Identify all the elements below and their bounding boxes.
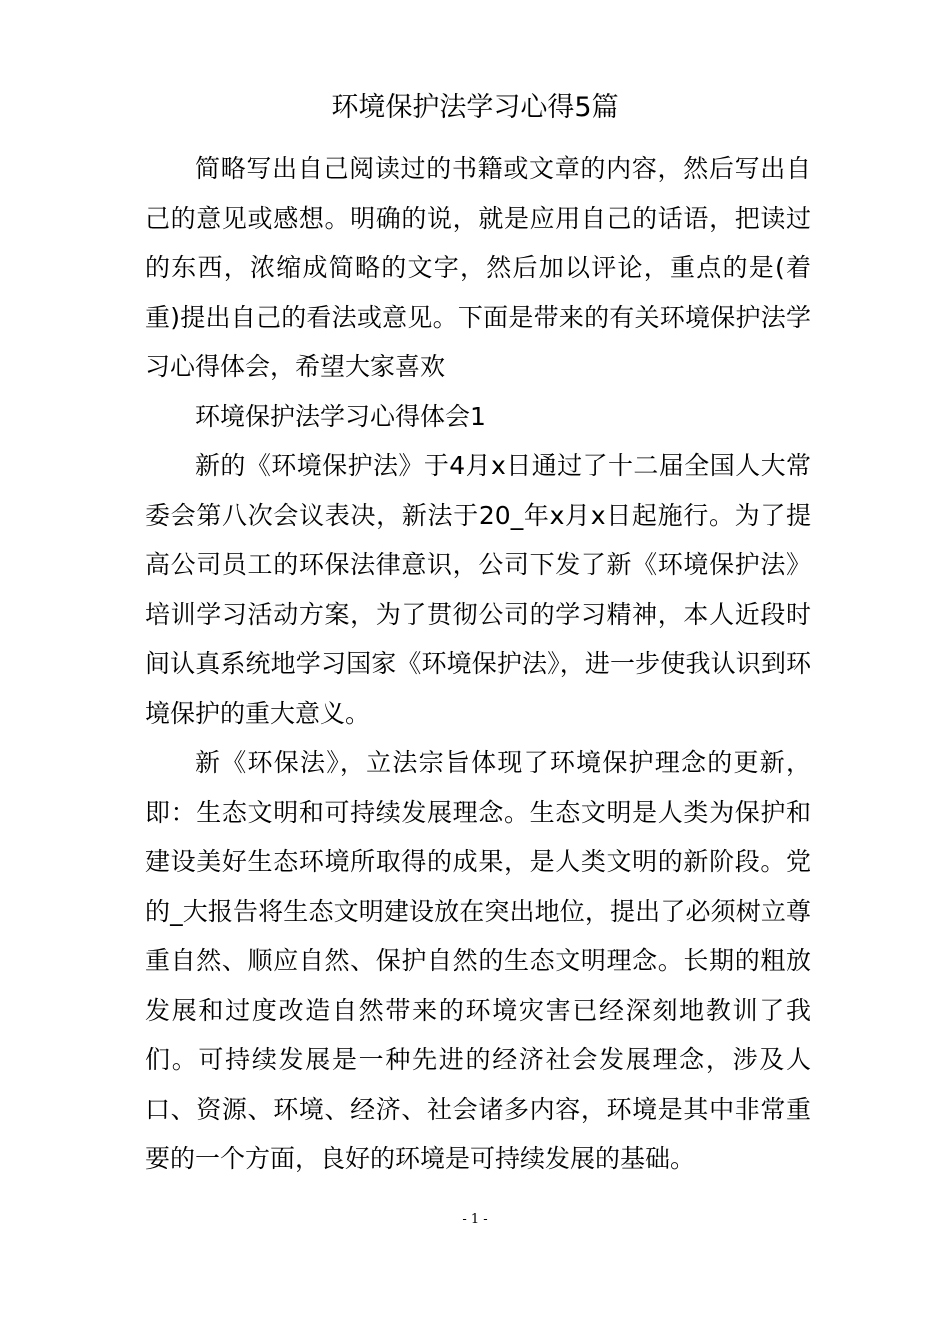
document-body: [145, 144, 811, 1184]
body-paragraph: 新的《环境保护法》于4月x日通过了十二届全国人大常委会第八次会议表决，新法于20_年x月x日起施行。为了提高公司员工的环保法律意识，公司下发了新《环境保护法》培训学习活动方案，为了贯彻公司的学习精神，本人近段时间认真系统地学习国家《环境保护法》，进一步使我认识到环境保护的重大意义。: [145, 451, 811, 728]
section-heading: 环境保护法学习心得体会1: [195, 401, 486, 431]
intro-paragraph: 简略写出自己阅读过的书籍或文章的内容，然后写出自己的意见或感想。明确的说，就是应用自己的话语，把读过的东西，浓缩成简略的文字，然后加以评论，重点的是(着重)提出自己的看法或意见。下面是带来的有关环境保护法学习心得体会，希望大家喜欢: [145, 154, 811, 381]
page-number: - 1 -: [462, 1212, 488, 1227]
body-paragraph: 新《环保法》，立法宗旨体现了环境保护理念的更新，即：生态文明和可持续发展理念。生态文明是人类为保护和建设美好生态环境所取得的成果，是人类文明的新阶段。党的_大报告将生态文明建设放在突出地位，提出了必须树立尊重自然、顺应自然、保护自然的生态文明理念。长期的粗放发展和过度改造自然带来的环境灾害已经深刻地教训了我们。可持续发展是一种先进的经济社会发展理念，涉及人口、资源、环境、经济、社会诸多内容，环境是其中非常重要的一个方面，良好的环境是可持续发展的基础。: [145, 748, 811, 1173]
document-title: 环境保护法学习心得5篇: [331, 92, 619, 123]
